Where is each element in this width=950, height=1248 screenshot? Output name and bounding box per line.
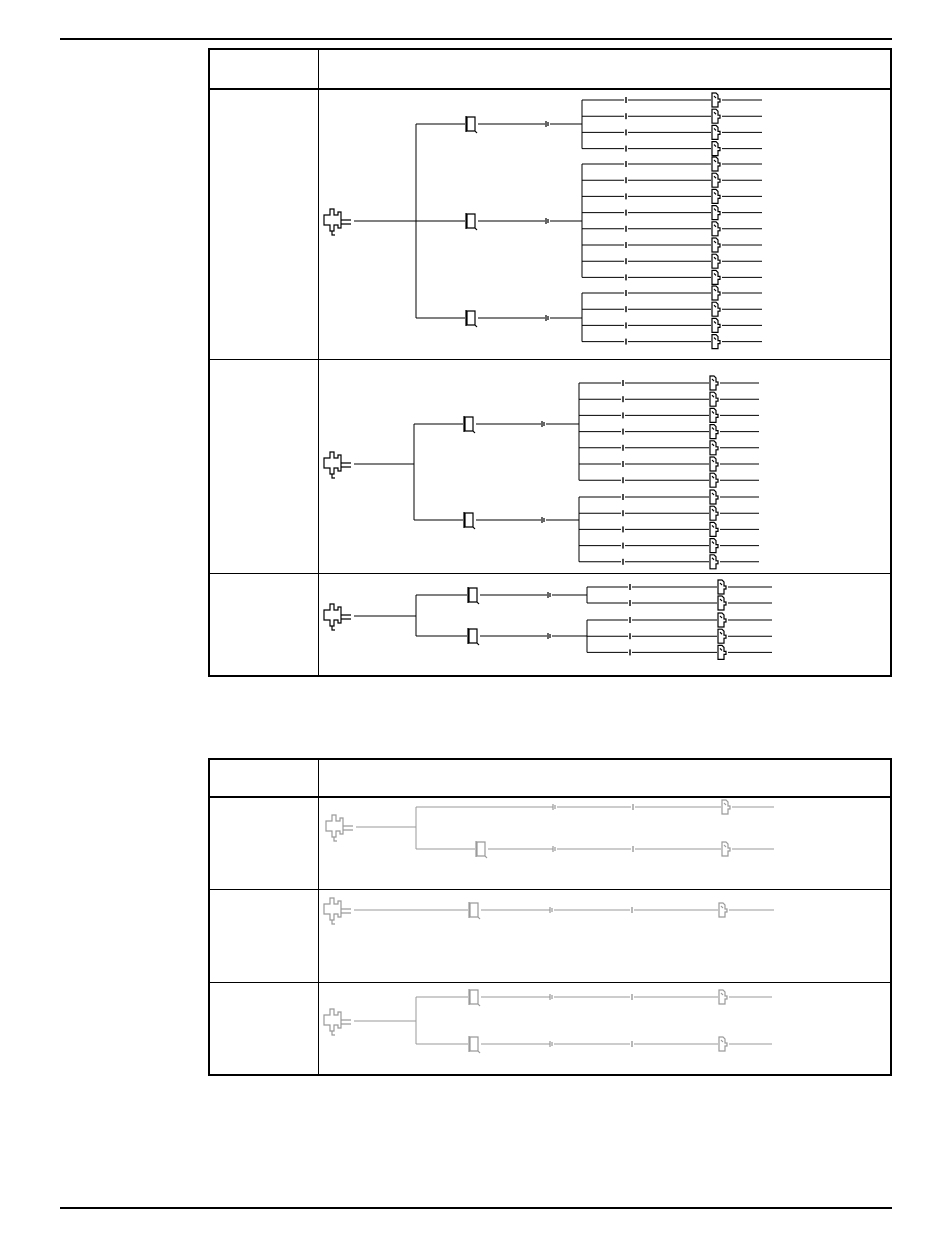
end-connector-icon (712, 270, 720, 284)
main-connector-icon (326, 815, 353, 841)
box-connector-icon (464, 512, 475, 529)
box-connector-icon (468, 628, 479, 645)
end-connector-icon (712, 222, 720, 236)
end-connector-icon (712, 206, 720, 220)
end-connector-icon (712, 335, 720, 349)
small-connector-icon (548, 633, 550, 639)
end-connector-icon (719, 990, 727, 1004)
small-connector-icon (553, 804, 555, 810)
end-connector-icon (712, 286, 720, 300)
end-connector-icon (710, 392, 718, 406)
end-connector-icon (722, 800, 730, 814)
small-connector-icon (550, 907, 552, 913)
end-connector-icon (710, 441, 718, 455)
end-connector-icon (712, 93, 720, 107)
end-connector-icon (718, 580, 726, 594)
end-connector-icon (710, 425, 718, 439)
end-connector-icon (719, 1037, 727, 1051)
end-connector-icon (712, 238, 720, 252)
small-connector-icon (546, 315, 548, 321)
end-connector-icon (712, 109, 720, 123)
end-connector-icon (712, 125, 720, 139)
end-connector-icon (710, 555, 718, 569)
end-connector-icon (712, 157, 720, 171)
end-connector-icon (710, 490, 718, 504)
end-connector-icon (722, 842, 730, 856)
end-connector-icon (710, 506, 718, 520)
box-connector-icon (469, 1036, 480, 1053)
cable-table-2 (208, 758, 892, 1076)
main-connector-icon (324, 898, 351, 924)
end-connector-icon (712, 173, 720, 187)
end-connector-icon (712, 302, 720, 316)
end-connector-icon (710, 408, 718, 422)
end-connector-icon (710, 457, 718, 471)
cable-diagrams-2 (210, 760, 890, 1074)
box-connector-icon (464, 416, 475, 433)
small-connector-icon (542, 421, 544, 427)
box-connector-icon (476, 841, 487, 858)
main-connector-icon (324, 604, 351, 630)
end-connector-icon (718, 596, 726, 610)
cable-table-1 (208, 48, 892, 677)
small-connector-icon (542, 517, 544, 523)
end-connector-icon (712, 318, 720, 332)
end-connector-icon (719, 903, 727, 917)
small-connector-icon (553, 846, 555, 852)
end-connector-icon (712, 254, 720, 268)
main-connector-icon (324, 209, 351, 235)
end-connector-icon (710, 376, 718, 390)
bottom-rule (60, 1207, 892, 1209)
box-connector-icon (466, 213, 477, 230)
end-connector-icon (718, 629, 726, 643)
small-connector-icon (548, 592, 550, 598)
main-connector-icon (324, 1009, 351, 1035)
end-connector-icon (718, 645, 726, 659)
small-connector-icon (550, 994, 552, 1000)
top-rule (60, 38, 892, 40)
end-connector-icon (710, 539, 718, 553)
box-connector-icon (466, 310, 477, 327)
end-connector-icon (718, 613, 726, 627)
cable-diagrams-1 (210, 50, 890, 675)
small-connector-icon (546, 218, 548, 224)
box-connector-icon (468, 587, 479, 604)
end-connector-icon (710, 473, 718, 487)
box-connector-icon (466, 116, 477, 133)
small-connector-icon (550, 1041, 552, 1047)
end-connector-icon (710, 522, 718, 536)
end-connector-icon (712, 189, 720, 203)
small-connector-icon (546, 121, 548, 127)
box-connector-icon (469, 902, 480, 919)
box-connector-icon (469, 989, 480, 1006)
main-connector-icon (324, 452, 351, 478)
end-connector-icon (712, 142, 720, 156)
